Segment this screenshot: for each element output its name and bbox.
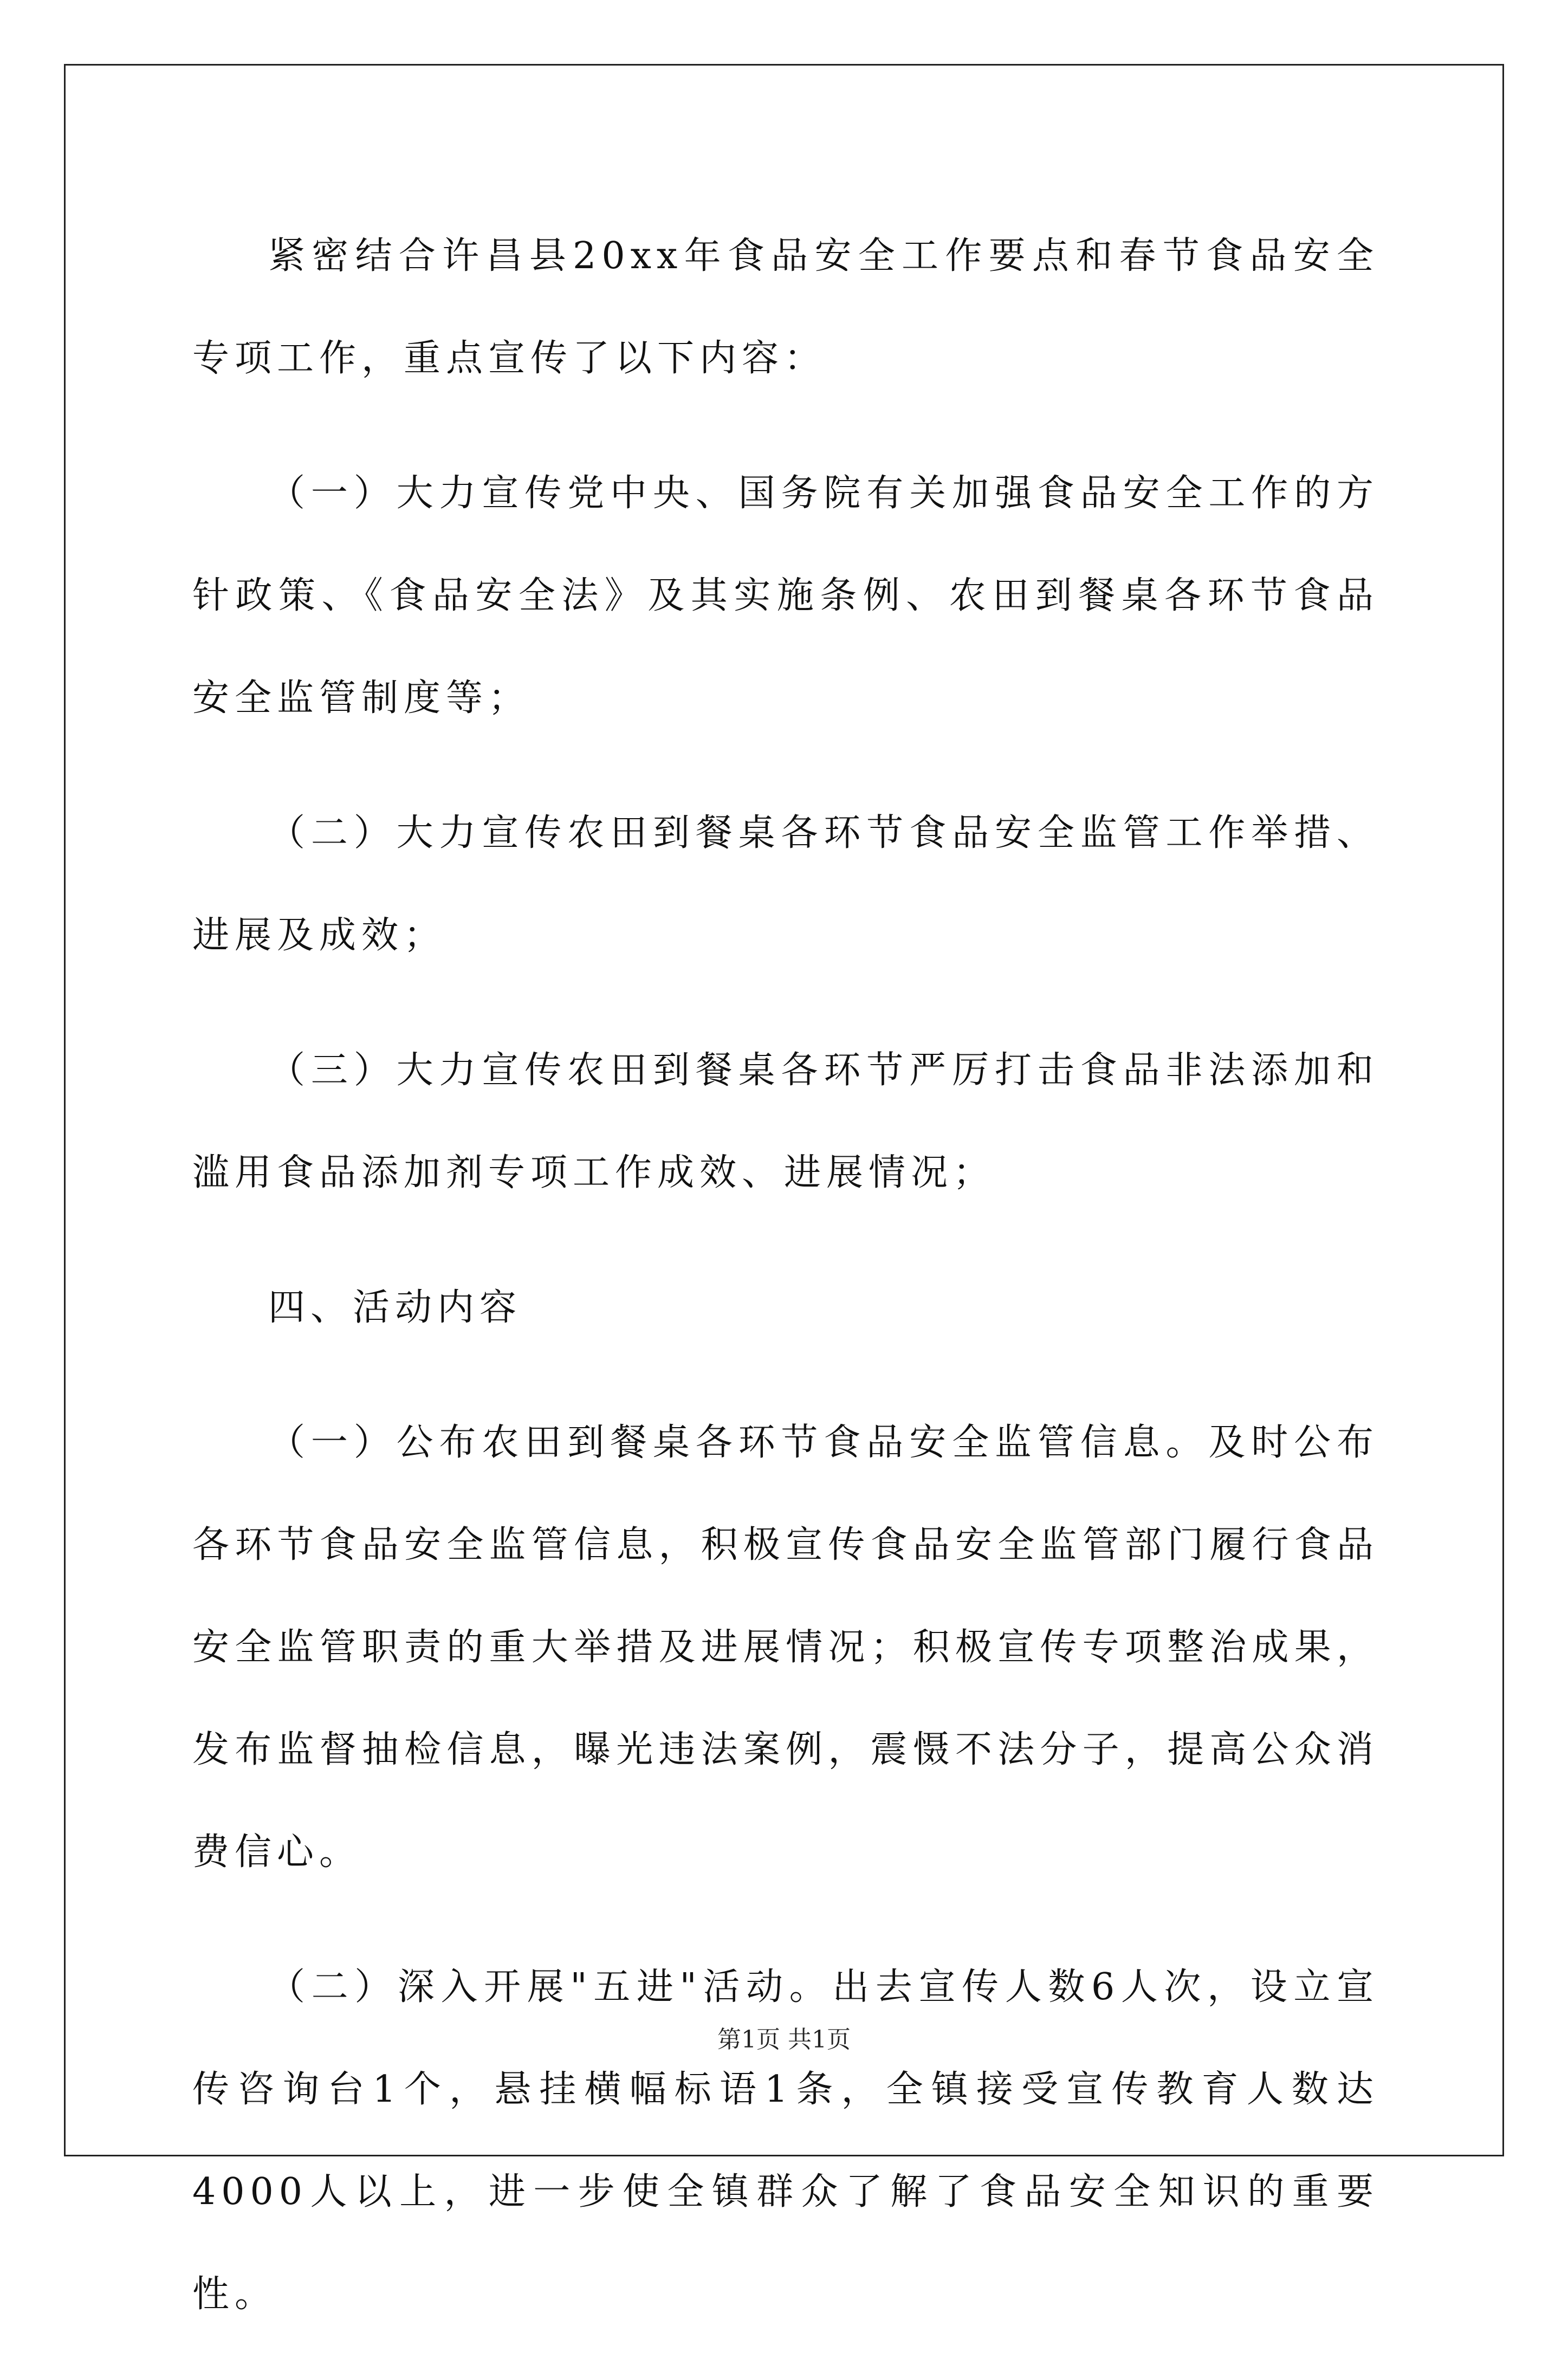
page-number-footer: 第1页 共1页 [717, 2026, 851, 2053]
paragraph-activity-1: （一）公布农田到餐桌各环节食品安全监管信息。及时公布各环节食品安全监管信息，积极宣传食品安全监管部门履行食品安全监管职责的重大举措及进展情况；积极宣传专项整治成果，发布监督抽检信息，曝光违法案例，震慑不法分子，提高公众消费信心。 [192, 1421, 1379, 1874]
paragraph-intro: 紧密结合许昌县20xx年食品安全工作要点和春节食品安全专项工作，重点宣传了以下内容： [192, 235, 1379, 380]
section-heading: 四、活动内容 [268, 1286, 522, 1329]
paragraph-item-1: （一）大力宣传党中央、国务院有关加强食品安全工作的方针政策、《食品安全法》及其实施条例、农田到餐桌各环节食品安全监管制度等； [192, 472, 1379, 720]
paragraph-item-3: （三）大力宣传农田到餐桌各环节严厉打击食品非法添加和滥用食品添加剂专项工作成效、进展情况； [192, 1049, 1379, 1194]
paragraph-activity-2: （二）深入开展"五进"活动。出去宣传人数6人次，设立宣传咨询台1个，悬挂横幅标语1条，全镇接受宣传教育人数达4000人以上，进一步使全镇群众了解了食品安全知识的重要性。 [192, 1966, 1379, 2316]
paragraph-item-2: （二）大力宣传农田到餐桌各环节食品安全监管工作举措、进展及成效； [192, 812, 1379, 957]
